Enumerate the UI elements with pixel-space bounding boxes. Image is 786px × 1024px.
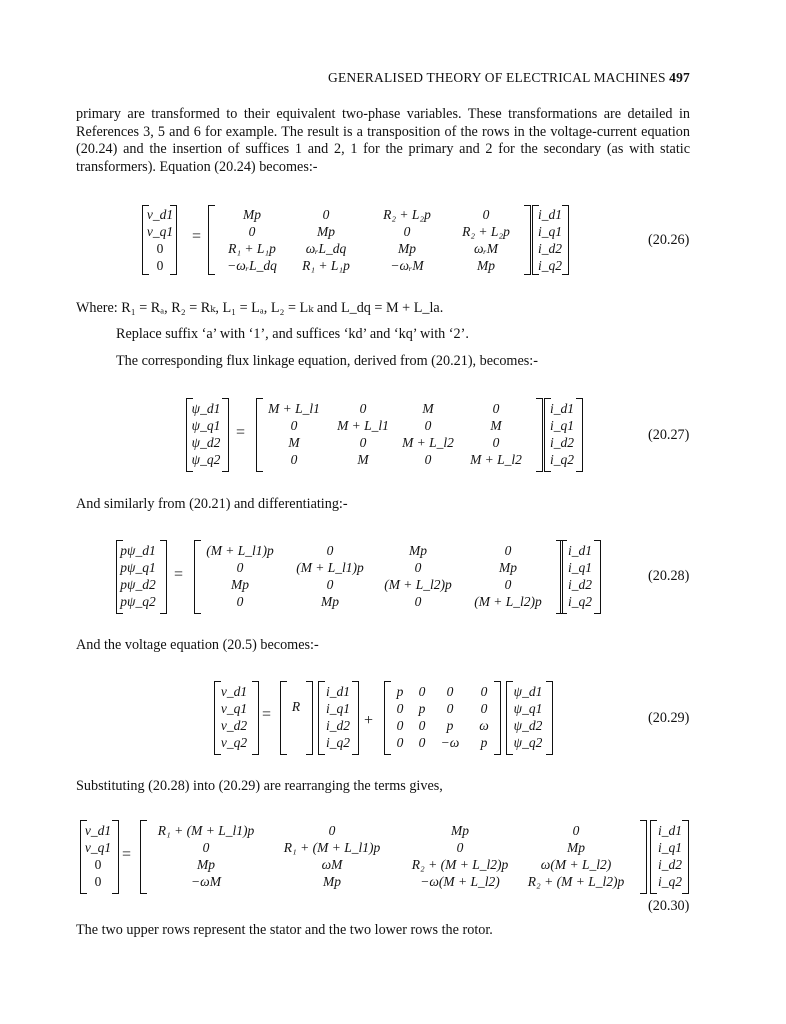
eq29-p01: 0 [418,684,426,699]
eq30-lhs-2: 0 [94,857,102,872]
eq28-m21: 0 [326,577,334,592]
eq27-m22: M + L_l2 [402,435,454,450]
eq27-rhs-2: i_d2 [549,435,575,450]
eq27-m10: 0 [290,418,298,433]
page-number: 497 [669,70,690,85]
eq29-i-vector [318,681,360,753]
eq30-m13: Mp [567,840,585,855]
eq28-rhs-3: i_q2 [567,594,593,609]
eq30-lhs-3: 0 [94,874,102,889]
eq26-matrix [208,205,538,273]
eq28-m12: 0 [414,560,422,575]
eq28-m13: Mp [499,560,517,575]
eq28-m01: 0 [326,543,334,558]
eq27-m11: M + L_l1 [337,418,389,433]
eq26-m31: R₁ + L₁p [302,258,350,273]
eq29-lhs-0: v_d1 [220,684,248,699]
eq26-lhs-1: v_q1 [146,224,174,239]
eq27-m23: 0 [492,435,500,450]
eq26-m03: 0 [482,207,490,222]
flux-line: The corresponding flux linkage equation, derived from (20.21), becomes:- [116,353,538,369]
eq29-psi-0: ψ_d1 [513,684,543,699]
eq29-i-0: i_d1 [325,684,351,699]
eq29-p23: ω [479,718,489,733]
eq29-psi-1: ψ_q1 [513,701,543,716]
eq27-m00: M + L_l1 [268,401,320,416]
eq26-m23: ωᵣM [473,241,499,256]
eq27-m31: M [357,452,369,467]
eq27-m33: M + L_l2 [470,452,522,467]
eq26-m10: 0 [248,224,256,239]
eq27-m13: M [490,418,502,433]
eq27-lhs-1: ψ_q1 [191,418,221,433]
eq29-p21: 0 [418,718,426,733]
eq28-m11: (M + L_l1)p [296,560,364,575]
eq30-m30: −ωM [191,874,221,889]
eq30-m12: 0 [456,840,464,855]
eq26-m33: Mp [477,258,495,273]
eq30-rhs-1: i_q1 [657,840,683,855]
eq29-psi-vector [506,681,552,753]
eq28-lhs-2: pψ_d2 [120,577,156,592]
eq26-m00: Mp [243,207,261,222]
eq30-number: (20.30) [648,898,690,914]
eq26-lhs-3: 0 [156,258,164,273]
similarly-line: And similarly from (20.21) and differentiating:- [76,496,348,512]
eq30-m11: R₁ + (M + L_l1)p [283,840,381,855]
eq29-p33: p [480,735,488,750]
eq28-rhs-vector [560,540,602,612]
eq29-i-2: i_d2 [325,718,351,733]
eq27-rhs-vector [544,398,584,470]
eq30-rhs-2: i_d2 [657,857,683,872]
eq28-m20: Mp [231,577,249,592]
eq30-rhs-3: i_q2 [657,874,683,889]
eq29-p02: 0 [446,684,454,699]
eq29-p32: −ω [440,735,460,750]
eq27-lhs-0: ψ_d1 [191,401,221,416]
eq27-m21: 0 [359,435,367,450]
eq27-lhs-3: ψ_q2 [191,452,221,467]
eq26-m13: R₂ + L₂p [462,224,510,239]
eq26-rhs-1: i_q1 [537,224,563,239]
eq28-m33: (M + L_l2)p [474,594,542,609]
eq30-m21: ωM [321,857,343,872]
eq30-m22: R₂ + (M + L_l2)p [411,857,509,872]
eq29-p20: 0 [396,718,404,733]
eq29-number: (20.29) [648,710,690,726]
eq30-m20: Mp [197,857,215,872]
eq30-m03: 0 [572,823,580,838]
eq28-m32: 0 [414,594,422,609]
eq29-i-3: i_q2 [325,735,351,750]
eq29-i-1: i_q1 [325,701,351,716]
eq28-m10: 0 [236,560,244,575]
replace-line: Replace suffix ‘a’ with ‘1’, and suffices ‘kd’ and ‘kq’ with ‘2’. [116,326,469,342]
eq30-lhs-1: v_q1 [84,840,112,855]
eq27-m32: 0 [424,452,432,467]
eq29-r-matrix [280,681,314,753]
eq26-m21: ωᵣL_dq [305,241,347,256]
eq27-m01: 0 [359,401,367,416]
eq28-lhs-1: pψ_q1 [120,560,156,575]
eq29-plus: + [364,712,374,729]
eq27-lhs-2: ψ_d2 [191,435,221,450]
eq26-m02: R₂ + L₂p [383,207,431,222]
eq30-m33: R₂ + (M + L_l2)p [527,874,625,889]
eq28-m22: (M + L_l2)p [384,577,452,592]
eq30-lhs-vector [76,820,122,892]
eq29-lhs-1: v_q1 [220,701,248,716]
eq30-m32: −ω(M + L_l2) [420,874,500,889]
eq30-m31: Mp [323,874,341,889]
eq28-m03: 0 [504,543,512,558]
eq26-equals: = [192,228,202,245]
eq29-psi-3: ψ_q2 [513,735,543,750]
eq27-number: (20.27) [648,427,690,443]
eq28-equals: = [174,566,184,583]
eq26-m22: Mp [398,241,416,256]
eq29-p22: p [446,718,454,733]
eq27-m12: 0 [424,418,432,433]
eq28-lhs-0: pψ_d1 [120,543,156,558]
eq26-lhs-0: v_d1 [146,207,174,222]
eq27-m20: M [288,435,300,450]
eq29-p11: p [418,701,426,716]
eq26-rhs-0: i_d1 [537,207,563,222]
eq29-p12: 0 [446,701,454,716]
eq28-lhs-3: pψ_q2 [120,594,156,609]
eq29-r: R [291,699,301,714]
closing-line: The two upper rows represent the stator and the two lower rows the rotor. [76,922,493,938]
eq26-rhs-2: i_d2 [537,241,563,256]
eq29-p10: 0 [396,701,404,716]
eq26-m12: 0 [403,224,411,239]
eq27-m02: M [422,401,434,416]
eq29-lhs-vector [214,681,258,753]
eq29-p-matrix [384,681,502,753]
eq29-equals: = [262,706,272,723]
eq29-psi-2: ψ_d2 [513,718,543,733]
eq28-m30: 0 [236,594,244,609]
eq29-p30: 0 [396,735,404,750]
eq28-lhs-vector [116,540,168,612]
eq30-m23: ω(M + L_l2) [540,857,612,872]
eq26-number: (20.26) [648,232,690,248]
eq30-m10: 0 [202,840,210,855]
eq30-rhs-vector [650,820,690,892]
eq28-number: (20.28) [648,568,690,584]
eq27-matrix [256,398,550,470]
eq26-m30: −ωᵣL_dq [227,258,277,273]
voltage-line: And the voltage equation (20.5) becomes:- [76,637,319,653]
running-title: GENERALISED THEORY OF ELECTRICAL MACHINES [328,70,666,85]
eq30-m01: 0 [328,823,336,838]
eq26-m01: 0 [322,207,330,222]
eq29-p13: 0 [480,701,488,716]
eq27-m03: 0 [492,401,500,416]
eq30-equals: = [122,846,132,863]
eq26-rhs-3: i_q2 [537,258,563,273]
eq26-rhs-vector [528,205,572,273]
eq27-rhs-3: i_q2 [549,452,575,467]
eq30-m00: R₁ + (M + L_l1)p [157,823,255,838]
eq29-lhs-2: v_d2 [220,718,248,733]
eq26-m20: R₁ + L₁p [228,241,276,256]
eq28-m00: (M + L_l1)p [206,543,274,558]
eq29-p31: 0 [418,735,426,750]
eq29-p00: p [396,684,404,699]
where-line: Where: R₁ = Rₐ, R₂ = Rₖ, L₁ = Lₐ, L₂ = Lₖ and L_dq = M + L_la. [76,300,444,316]
eq28-m02: Mp [409,543,427,558]
eq28-rhs-2: i_d2 [567,577,593,592]
eq28-matrix [194,540,564,612]
eq28-rhs-0: i_d1 [567,543,593,558]
intro-paragraph: primary are transformed to their equivalent two-phase variables. These transformations are detailed in References 3, 5 and 6 for example. The result is a transposition of the rows in the voltage-current equation (20.24) and the insertion of suffices 1 and 2, 1 for the primary and 2 for the secondary (as with static transformers). Equation (20.24) becomes:- [76,106,690,175]
eq26-m11: Mp [317,224,335,239]
eq28-rhs-1: i_q1 [567,560,593,575]
eq26-lhs-vector [134,205,184,273]
eq26-m32: −ωᵣM [390,258,424,273]
eq30-lhs-0: v_d1 [84,823,112,838]
eq28-m23: 0 [504,577,512,592]
eq27-m30: 0 [290,452,298,467]
eq30-m02: Mp [451,823,469,838]
eq28-m31: Mp [321,594,339,609]
eq29-lhs-3: v_q2 [220,735,248,750]
substituting-line: Substituting (20.28) into (20.29) are rearranging the terms gives, [76,778,443,794]
eq27-equals: = [236,424,246,441]
eq30-rhs-0: i_d1 [657,823,683,838]
eq27-rhs-0: i_d1 [549,401,575,416]
eq27-rhs-1: i_q1 [549,418,575,433]
eq30-matrix [140,820,648,892]
eq26-lhs-2: 0 [156,241,164,256]
eq27-lhs-vector [186,398,236,470]
eq29-p03: 0 [480,684,488,699]
